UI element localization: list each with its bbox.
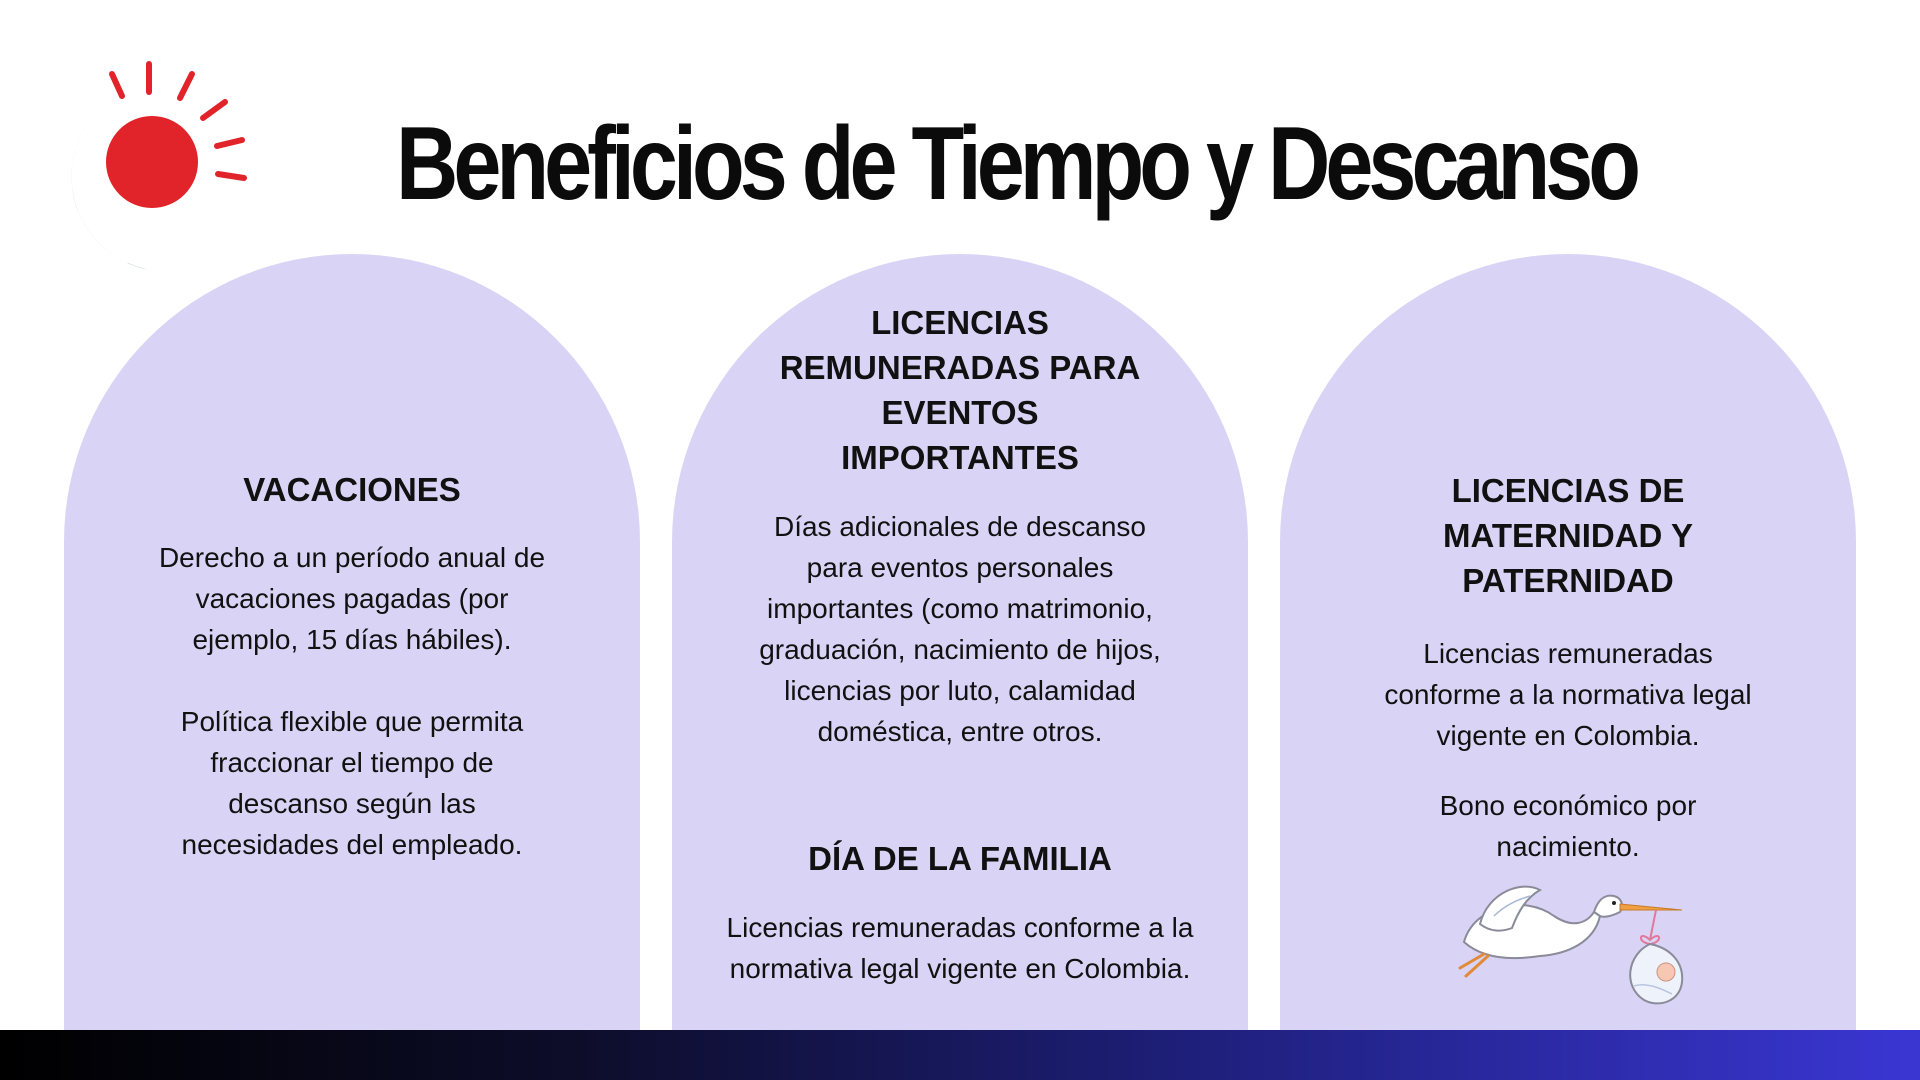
- card-body-secondary: Política flexible que permita fraccionar el tiempo de descanso según las necesidades del empleado.: [180, 706, 524, 860]
- sun-crescent-logo-icon: [52, 56, 264, 270]
- stork-carrying-baby-icon: [1444, 876, 1700, 1016]
- card-title: VACACIONES: [243, 471, 461, 508]
- card-vacaciones: [64, 254, 640, 1030]
- page-title: Beneficios de Tiempo y Descanso: [396, 106, 1637, 222]
- card-title: LICENCIAS DE MATERNIDAD Y PATERNIDAD: [1443, 472, 1693, 599]
- card-subtitle: DÍA DE LA FAMILIA: [808, 840, 1112, 877]
- card-title: LICENCIAS REMUNERADAS PARA EVENTOS IMPORTANTES: [779, 304, 1141, 476]
- card-body: Licencias remuneradas conforme a la normativa legal vigente en Colombia.: [1384, 638, 1752, 751]
- card-licencias-eventos: [672, 254, 1248, 1030]
- card-body-secondary: Bono económico por nacimiento.: [1439, 790, 1697, 862]
- card-body: Días adicionales de descanso para eventos personales importantes (como matrimonio, graduación, nacimiento de hijos, licencias por luto, calamidad doméstica, entre otros.: [759, 511, 1161, 747]
- footer-gradient-bar: [0, 1030, 1920, 1080]
- card-body: Derecho a un período anual de vacaciones pagadas (por ejemplo, 15 días hábiles).: [158, 542, 546, 655]
- card-body-secondary: Licencias remuneradas conforme a la normativa legal vigente en Colombia.: [726, 912, 1194, 984]
